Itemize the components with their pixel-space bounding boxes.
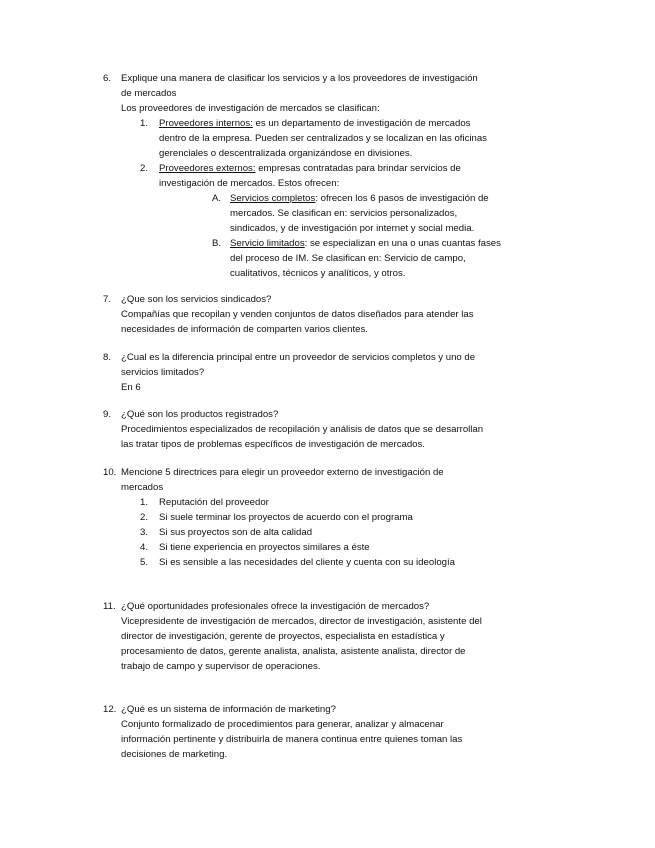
- answer-line: Procedimientos especializados de recopilación y análisis de datos que se desarrollan: [121, 424, 484, 435]
- sublist-letter: B.: [212, 238, 222, 249]
- list-item: [159, 116, 509, 131]
- answer-line: necesidades de información de comparten varios clientes.: [121, 324, 368, 335]
- question-title-line: ¿Qué son los productos registrados?: [121, 409, 279, 420]
- question-title-line: ¿Que son los servicios sindicados?: [121, 294, 272, 305]
- list-number: 1.: [140, 497, 149, 508]
- answer-line: decisiones de marketing.: [121, 749, 228, 760]
- question-number: 8.: [103, 352, 112, 363]
- list-item: Si es sensible a las necesidades del cliente y cuenta con su ideología: [159, 557, 455, 568]
- list-item: Si sus proyectos son de alta calidad: [159, 527, 313, 538]
- list-item: Si tiene experiencia en proyectos similares a éste: [159, 542, 370, 553]
- question-title-line: servicios limitados?: [121, 367, 205, 378]
- list-number: 5.: [140, 557, 149, 568]
- question-number: 11.: [103, 601, 116, 612]
- term-underlined: Proveedores externos:: [159, 163, 256, 174]
- list-item: Reputación del proveedor: [159, 497, 269, 508]
- question-title-line: mercados: [121, 482, 164, 493]
- term-underlined: Proveedores internos:: [159, 118, 253, 129]
- question-title-line: Explique una manera de clasificar los servicios y a los proveedores de investigación: [121, 73, 478, 84]
- term-description: : se especializan en una o unas cuantas fases: [304, 238, 501, 249]
- sublist-item-line: cualitativos, técnicos y analíticos, y otros.: [230, 268, 406, 279]
- answer-line: información pertinente y distribuirla de manera continua entre quienes toman las: [121, 734, 463, 745]
- question-title-line: de mercados: [121, 88, 177, 99]
- question-number: 9.: [103, 409, 112, 420]
- list-item-line: gerenciales o descentralizada organizándose en divisiones.: [159, 148, 413, 159]
- answer-line: director de investigación, gerente de proyectos, especialista en estadística y: [121, 631, 445, 642]
- list-item-line: dentro de la empresa. Pueden ser centralizados y se localizan en las oficinas: [159, 133, 487, 144]
- answer-line: Vicepresidente de investigación de mercados, director de investigación, asistente del: [121, 616, 482, 627]
- term-description: empresas contratadas para brindar servicios de: [258, 163, 461, 174]
- term-underlined: Servicios completos: [230, 193, 316, 204]
- answer-line: Compañías que recopilan y venden conjuntos de datos diseñados para atender las: [121, 309, 474, 320]
- question-number: 10.: [103, 467, 117, 478]
- list-item: [159, 161, 509, 176]
- question-number: 7.: [103, 294, 112, 305]
- term-description: : ofrecen los 6 pasos de investigación de: [315, 193, 489, 204]
- answer-line: procesamiento de datos, gerente analista, analista, asistente analista, director de: [121, 646, 466, 657]
- answer-line: trabajo de campo y supervisor de operaciones.: [121, 661, 321, 672]
- list-item: Si suele terminar los proyectos de acuerdo con el programa: [159, 512, 413, 523]
- answer-line: En 6: [121, 382, 141, 393]
- sublist-item: [230, 236, 515, 251]
- list-number: 1.: [140, 118, 149, 129]
- answer-line: Conjunto formalizado de procedimientos para generar, analizar y almacenar: [121, 719, 444, 730]
- sublist-item-line: sindicados, y de investigación por internet y social media.: [230, 223, 475, 234]
- list-number: 2.: [140, 512, 149, 523]
- sublist-item: [230, 191, 515, 206]
- term-underlined: Servicio limitados: [230, 238, 305, 249]
- question-number: 6.: [103, 73, 112, 84]
- sublist-letter: A.: [212, 193, 222, 204]
- sublist-item-line: del proceso de IM. Se clasifican en: Servicio de campo,: [230, 253, 466, 264]
- answer-line: las tratar tipos de problemas específicos de investigación de mercados.: [121, 439, 425, 450]
- question-title-line: ¿Cual es la diferencia principal entre un proveedor de servicios completos y uno de: [121, 352, 476, 363]
- term-description: es un departamento de investigación de mercados: [255, 118, 471, 129]
- question-title-line: ¿Qué oportunidades profesionales ofrece la investigación de mercados?: [121, 601, 430, 612]
- list-number: 2.: [140, 163, 149, 174]
- sublist-item-line: mercados. Se clasifican en: servicios personalizados,: [230, 208, 458, 219]
- question-title-line: ¿Qué es un sistema de información de marketing?: [121, 704, 336, 715]
- list-number: 4.: [140, 542, 149, 553]
- question-title-line: Mencione 5 directrices para elegir un proveedor externo de investigación de: [121, 467, 444, 478]
- list-item-line: investigación de mercados. Estos ofrecen:: [159, 178, 340, 189]
- question-number: 12.: [103, 704, 117, 715]
- list-number: 3.: [140, 527, 149, 538]
- answer-intro: Los proveedores de investigación de mercados se clasifican:: [121, 103, 380, 114]
